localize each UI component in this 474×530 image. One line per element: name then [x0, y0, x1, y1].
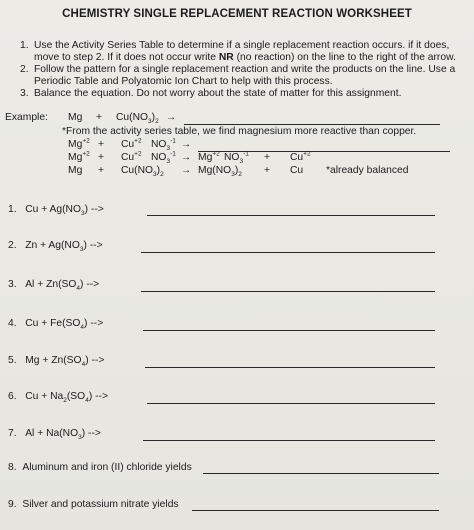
question-formula: Al + Na(NO: [25, 428, 79, 439]
instructions-list: [20, 40, 474, 100]
example-arrow: →: [166, 112, 177, 123]
formula-part: ): [156, 165, 161, 176]
formula-sup: +2: [303, 150, 311, 158]
formula-sub: 3: [81, 210, 85, 218]
formula-sup: -1: [170, 150, 176, 158]
question-3: [8, 279, 100, 293]
formula-part: Cu: [121, 139, 135, 150]
formula-sup: -1: [243, 150, 249, 158]
formula-sup: +2: [134, 137, 142, 145]
formula-sub: 2: [155, 118, 159, 126]
question-formula-end: ) -->: [80, 279, 100, 290]
answer-line-7[interactable]: [143, 440, 435, 441]
question-formula: Zn + Ag(NO: [25, 240, 80, 251]
formula-part: Mg: [68, 152, 83, 163]
answer-line-8[interactable]: [203, 473, 439, 474]
formula-sup: +2: [82, 150, 90, 158]
formula-sub: 3: [239, 158, 244, 166]
question-number: 1.: [8, 204, 17, 215]
instruction-text: Balance the equation. Do not worry about the state of matter for this assignment.: [34, 88, 402, 99]
formula-part: Cu: [121, 152, 135, 163]
question-8: [8, 462, 192, 473]
question-9: [8, 499, 179, 510]
example-ion-f: [290, 152, 311, 163]
example-ion-a: [68, 139, 90, 150]
question-number: 4.: [8, 318, 17, 329]
formula-part: Mg: [198, 152, 213, 163]
question-formula: Cu + Fe(SO: [25, 318, 81, 329]
formula-sub: 2: [238, 171, 242, 179]
question-formula-end: ) -->: [84, 318, 104, 329]
formula-sub: 3: [78, 434, 82, 442]
answer-line-3[interactable]: [141, 291, 435, 292]
question-formula-end: ) -->: [88, 391, 108, 402]
question-text: Aluminum and iron (II) chloride yields: [22, 462, 192, 473]
question-formula: (SO: [66, 391, 86, 402]
formula-part: ): [151, 112, 156, 123]
answer-line-2[interactable]: [141, 252, 435, 253]
example-note: *From the activity series table, we find magnesium more reactive than copper.: [62, 126, 417, 137]
answer-line-5[interactable]: [145, 367, 435, 368]
example-plus: +: [264, 152, 271, 163]
example-ion-c: [151, 150, 176, 166]
question-number: 5.: [8, 355, 17, 366]
example-reactant-b: [116, 112, 159, 126]
example-plus: +: [264, 165, 271, 176]
example-plus: +: [96, 112, 103, 123]
example-ion-b: [121, 152, 142, 163]
example-arrow: →: [181, 165, 192, 176]
question-2: [8, 240, 103, 254]
instruction-number: 2.: [20, 64, 29, 75]
answer-line-1[interactable]: [147, 215, 435, 216]
question-text: Silver and potassium nitrate yields: [22, 499, 179, 510]
example-ion-c: [151, 137, 176, 153]
question-formula-end: ) -->: [84, 204, 104, 215]
formula-part: ): [234, 165, 239, 176]
question-6: [8, 391, 108, 405]
instruction-number: 3.: [20, 88, 29, 99]
example-ion-b: [121, 139, 142, 150]
formula-sup: +2: [212, 150, 220, 158]
example-arrow: →: [181, 152, 192, 163]
example-plus: +: [98, 139, 105, 150]
example-product-d: [198, 165, 242, 179]
formula-sub: 3: [166, 145, 171, 153]
formula-part: Cu: [290, 152, 304, 163]
instruction-text: Use the Activity Series Table to determine if a single replacement reaction occurs. if it does,: [34, 40, 450, 51]
example-reactant-b: [121, 165, 164, 179]
answer-line-4[interactable]: [143, 330, 435, 331]
example-ion-a: [68, 152, 90, 163]
question-5: [8, 355, 105, 369]
formula-sub: 4: [85, 397, 89, 405]
example-answer-line: [184, 124, 440, 125]
instruction-text-cont: [34, 52, 474, 64]
instruction-2: [20, 64, 474, 88]
formula-part: Mg(NO: [198, 165, 232, 176]
answer-line-9[interactable]: [192, 510, 439, 511]
formula-part: NO: [224, 152, 240, 163]
question-1: [8, 204, 104, 218]
formula-sub: 3: [166, 158, 171, 166]
example-ion-e: [224, 150, 249, 166]
formula-sub: 2: [160, 171, 164, 179]
question-number: 6.: [8, 391, 17, 402]
formula-part: NO: [151, 152, 167, 163]
question-formula: Cu + Ag(NO: [25, 204, 81, 215]
question-4: [8, 318, 104, 332]
instruction-text-cont: Periodic Table and Polyatomic Ion Chart to help with this process.: [34, 76, 333, 87]
formula-sup: +2: [82, 137, 90, 145]
question-number: 7.: [8, 428, 17, 439]
question-formula-end: ) -->: [81, 428, 101, 439]
question-formula: Al + Zn(SO: [25, 279, 77, 290]
question-formula: Cu + Na: [25, 391, 64, 402]
formula-sub: 4: [76, 285, 81, 293]
question-number: 8.: [8, 462, 17, 473]
formula-part: Cu(NO: [121, 165, 154, 176]
formula-part: Mg: [68, 139, 83, 150]
instruction-1: [20, 40, 474, 64]
instruction-text-bold: NR: [218, 52, 234, 63]
answer-line-6[interactable]: [147, 403, 435, 404]
example-product-f: Cu: [290, 165, 304, 176]
question-formula-end: ) -->: [83, 240, 103, 251]
question-formula: Mg + Zn(SO: [25, 355, 82, 366]
example-plus: +: [98, 152, 105, 163]
question-number: 2.: [8, 240, 17, 251]
formula-sub: 3: [231, 171, 235, 179]
instruction-text-part: move to step 2. If it does not occur write: [34, 52, 219, 63]
question-number: 3.: [8, 279, 17, 290]
formula-sub: 3: [148, 118, 152, 126]
formula-sub: 3: [79, 246, 84, 254]
formula-sub: 4: [80, 324, 85, 332]
example-arrow: →: [181, 139, 192, 150]
formula-sub: 4: [81, 361, 86, 369]
formula-sub: 2: [63, 397, 67, 405]
instruction-text-part: (no reaction) on the line to the right of the arrow.: [233, 52, 456, 63]
example-reactant-a: Mg: [68, 112, 83, 123]
example-ion-d: [198, 152, 220, 163]
question-formula-end: ) -->: [85, 355, 105, 366]
formula-part: Cu(NO: [116, 112, 149, 123]
formula-sup: +2: [134, 150, 142, 158]
example-label: Example:: [5, 112, 48, 123]
instruction-number: 1.: [20, 40, 29, 51]
instruction-3: [20, 88, 474, 100]
formula-part: NO: [151, 139, 167, 150]
question-number: 9.: [8, 499, 17, 510]
example-plus: +: [98, 165, 105, 176]
formula-sup: -1: [170, 137, 176, 145]
example-balanced-note: *already balanced: [326, 165, 409, 176]
formula-sub: 3: [153, 171, 157, 179]
example-reactant-a: Mg: [68, 165, 83, 176]
worksheet-title: CHEMISTRY SINGLE REPLACEMENT REACTION WORKSHEET: [62, 8, 412, 20]
question-7: [8, 428, 101, 442]
instruction-text: Follow the pattern for a single replacement reaction and write the products on the line. Use a: [34, 64, 456, 75]
